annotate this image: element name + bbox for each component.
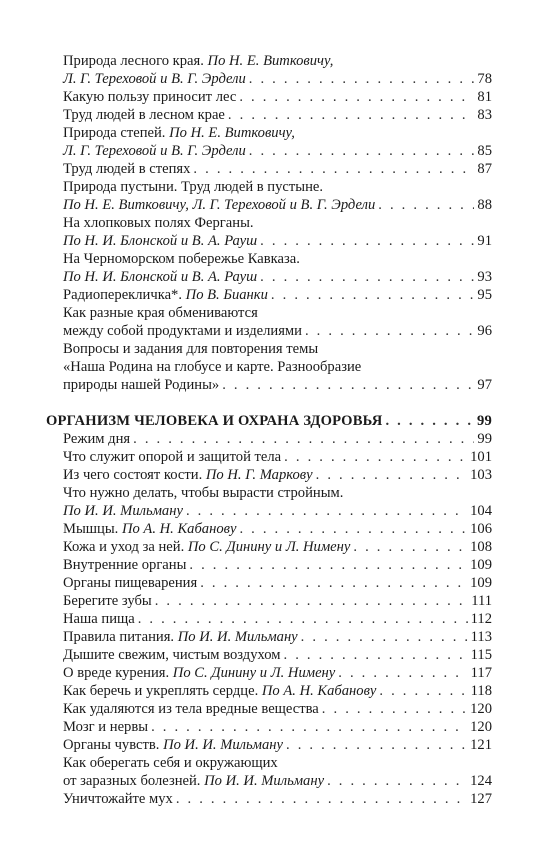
toc-page-number: 111 — [471, 593, 492, 609]
toc-entry — [0, 682, 536, 700]
toc-entry-title — [63, 70, 246, 88]
toc-entry-title — [63, 322, 302, 340]
dot-leader — [284, 646, 468, 664]
toc-entry-author: По А. Н. Кабанову — [121, 521, 237, 537]
dot-leader — [189, 556, 467, 574]
toc-entry-text: между собой продуктами и изделиями — [63, 323, 302, 339]
toc-entry-text: Вопросы и задания для повторения темы — [63, 341, 319, 357]
toc-entry — [0, 160, 536, 178]
dot-leader — [138, 610, 468, 628]
dot-leader — [222, 376, 474, 394]
toc-page-number: 112 — [470, 611, 492, 627]
toc-entry — [0, 538, 536, 556]
toc-page-number: 103 — [470, 467, 492, 483]
dot-leader — [271, 286, 474, 304]
toc-entry-author: Л. Г. Тереховой и В. Г. Эрдели — [63, 71, 246, 87]
toc-entry — [0, 592, 536, 610]
toc-entry-text: природы нашей Родины» — [63, 377, 220, 393]
toc-page-number: 83 — [477, 107, 492, 123]
toc-entry — [0, 70, 536, 88]
dot-leader — [316, 466, 467, 484]
toc-entry-author: По Н. И. Блонской и В. А. Рауш — [63, 269, 258, 285]
toc-page-number: 81 — [477, 89, 492, 105]
toc-entry-title — [63, 52, 333, 70]
toc-entry-author: По Н. Е. Витковичу, — [169, 125, 295, 141]
dot-leader — [301, 628, 468, 646]
toc-entry — [0, 718, 536, 736]
toc-entry-title — [63, 268, 257, 286]
toc-entry-text: Из чего состоят кости. — [63, 467, 206, 483]
toc-entry-title — [63, 304, 258, 322]
toc-page-number: 99 — [477, 413, 492, 429]
dot-leader — [193, 160, 474, 178]
toc-entry-author: По Н. И. Блонской и В. А. Рауш — [63, 233, 258, 249]
toc-entry-text: Берегите зубы — [63, 593, 152, 609]
toc-entry-text: Органы пищеварения — [63, 575, 198, 591]
toc-entry-text: Кожа и уход за ней. — [63, 539, 188, 555]
toc-page-number: 117 — [470, 665, 492, 681]
dot-leader — [284, 448, 467, 466]
toc-entry-author: По Н. Е. Витковичу, Л. Г. Тереховой и В. Г. Эрдели — [63, 197, 376, 213]
toc-entry — [0, 628, 536, 646]
toc-page-number: 96 — [477, 323, 492, 339]
toc-entry-text: Дышите свежим, чистым воздухом — [63, 647, 281, 663]
toc-entry — [0, 250, 536, 268]
toc-entry-title — [63, 214, 254, 232]
toc-entry-title — [63, 502, 183, 520]
toc-entry — [0, 502, 536, 520]
toc-entry-title — [63, 466, 313, 484]
toc-entry-title — [63, 664, 335, 682]
toc-page-number: 85 — [477, 143, 492, 159]
toc-entry-title — [63, 196, 375, 214]
toc-entry — [0, 232, 536, 250]
toc-entry-title — [63, 286, 268, 304]
toc-entry-title — [63, 250, 300, 268]
toc-page-number: 106 — [470, 521, 492, 537]
toc-page-number: 87 — [477, 161, 492, 177]
toc-entry — [0, 646, 536, 664]
toc-entry-title — [63, 178, 323, 196]
toc-page-number: 95 — [477, 287, 492, 303]
toc-entry-title — [63, 736, 283, 754]
toc-entry-text: «Наша Родина на глобусе и карте. Разнообразие — [63, 359, 362, 375]
toc-entry-title — [63, 592, 152, 610]
toc-entry — [0, 754, 536, 772]
dot-leader — [338, 664, 467, 682]
toc-entry — [0, 448, 536, 466]
toc-entry-text: ОРГАНИЗМ ЧЕЛОВЕКА И ОХРАНА ЗДОРОВЬЯ — [46, 413, 383, 429]
toc-page-number: 93 — [477, 269, 492, 285]
toc-entry — [0, 772, 536, 790]
toc-page-number: 97 — [477, 377, 492, 393]
toc-entry — [0, 790, 536, 808]
toc-entry-title — [63, 340, 318, 358]
toc-entry-text: Правила питания. — [63, 629, 178, 645]
toc-page-number: 101 — [470, 449, 492, 465]
toc-entry-text: На хлопковых полях Ферганы. — [63, 215, 254, 231]
dot-leader — [186, 502, 467, 520]
toc-entry-text: Радиоперекличка*. — [63, 287, 186, 303]
toc-entry — [0, 142, 536, 160]
toc-entry-text: Что нужно делать, чтобы вырасти стройным. — [63, 485, 344, 501]
toc-entry-text: Как беречь и укреплять сердце. — [63, 683, 262, 699]
toc-page-number: 109 — [470, 575, 492, 591]
dot-leader — [200, 574, 467, 592]
toc-entry-title — [63, 646, 281, 664]
toc-entry-author: Л. Г. Тереховой и В. Г. Эрдели — [63, 143, 246, 159]
dot-leader — [305, 322, 474, 340]
toc-entry-author: По Н. Е. Витковичу, — [207, 53, 334, 69]
toc-entry — [0, 358, 536, 376]
dot-leader — [385, 412, 474, 430]
dot-leader — [322, 700, 467, 718]
toc-entry-title — [63, 430, 130, 448]
toc-page-number: 78 — [477, 71, 492, 87]
dot-leader — [239, 520, 467, 538]
toc-entry — [0, 700, 536, 718]
toc-entry-text: от заразных болезней. — [63, 773, 205, 789]
dot-leader — [249, 142, 475, 160]
toc-entry-text: Мозг и нервы — [63, 719, 149, 735]
toc-entry-text: Природа пустыни. Труд людей в пустыне. — [63, 179, 324, 195]
toc-entry — [0, 124, 536, 142]
toc-entry-author: По И. И. Мильману — [177, 629, 298, 645]
toc-entry — [0, 664, 536, 682]
toc-entry-title — [63, 448, 281, 466]
toc-entry-author: По Н. Г. Маркову — [205, 467, 313, 483]
toc-entry — [0, 376, 536, 394]
toc-page-number: 91 — [477, 233, 492, 249]
toc-entry-title — [63, 358, 361, 376]
toc-page-number: 118 — [470, 683, 492, 699]
toc-entry — [0, 340, 536, 358]
toc-page-number: 121 — [470, 737, 492, 753]
toc-entry-text: Как удаляются из тела вредные вещества — [63, 701, 319, 717]
toc-entry — [0, 214, 536, 232]
toc-entry-title — [63, 124, 295, 142]
toc-page-number: 88 — [477, 197, 492, 213]
section-spacer — [0, 394, 536, 412]
toc-entry — [0, 52, 536, 70]
toc-entry-text: Мышцы. — [63, 521, 122, 537]
toc-entry — [0, 520, 536, 538]
dot-leader — [260, 232, 474, 250]
toc-entry-title — [63, 628, 298, 646]
toc-entry-author: По И. И. Мильману — [204, 773, 325, 789]
toc-entry-title — [63, 574, 197, 592]
toc-entry-author: По С. Динину и Л. Нимену — [187, 539, 351, 555]
dot-leader — [286, 736, 467, 754]
toc-entry-title — [63, 538, 350, 556]
toc-entry-title — [63, 772, 324, 790]
toc-entry-title — [63, 160, 190, 178]
dot-leader — [239, 88, 474, 106]
toc-entry-author: По С. Динину и Л. Нимену — [172, 665, 336, 681]
toc-entry — [0, 484, 536, 502]
toc-entry-title — [63, 754, 278, 772]
toc-entry-author: По В. Бианки — [185, 287, 268, 303]
toc-entry-text: О вреде курения. — [63, 665, 173, 681]
dot-leader — [379, 682, 467, 700]
toc-entry — [0, 178, 536, 196]
toc-entry-text: Как разные края обмениваются — [63, 305, 258, 321]
toc-entry — [0, 196, 536, 214]
toc-entry-title — [63, 700, 319, 718]
toc-section-heading — [0, 412, 536, 430]
toc-entry — [0, 322, 536, 340]
toc-entry-text: Природа степей. — [63, 125, 170, 141]
toc-entry-author: По И. И. Мильману — [63, 503, 183, 519]
dot-leader — [228, 106, 474, 124]
toc-entry — [0, 466, 536, 484]
toc-entry-title — [63, 142, 246, 160]
toc-page-number: 115 — [470, 647, 492, 663]
toc-page-number: 113 — [470, 629, 492, 645]
toc-entry-title — [63, 682, 376, 700]
toc-entry — [0, 736, 536, 754]
toc-entry-text: Что служит опорой и защитой тела — [63, 449, 282, 465]
toc-entry-title — [63, 106, 225, 124]
dot-leader — [260, 268, 474, 286]
toc-page-number: 108 — [470, 539, 492, 555]
toc-page-number: 120 — [470, 719, 492, 735]
toc-entry — [0, 304, 536, 322]
table-of-contents — [0, 52, 536, 808]
toc-entry — [0, 88, 536, 106]
toc-entry-text: Наша пища — [63, 611, 135, 627]
toc-entry — [0, 556, 536, 574]
dot-leader — [151, 718, 467, 736]
dot-leader — [155, 592, 468, 610]
toc-page-number: 109 — [470, 557, 492, 573]
toc-entry-title — [63, 556, 186, 574]
toc-page-number: 104 — [470, 503, 492, 519]
toc-entry-title — [63, 484, 343, 502]
toc-page-number: 124 — [470, 773, 492, 789]
toc-entry-text: Природа лесного края. — [63, 53, 208, 69]
toc-entry-author: По И. И. Мильману — [163, 737, 284, 753]
toc-entry-text: Уничтожайте мух — [63, 791, 173, 807]
toc-entry — [0, 430, 536, 448]
toc-entry-title — [63, 520, 236, 538]
dot-leader — [327, 772, 467, 790]
toc-entry-title — [46, 412, 382, 430]
dot-leader — [133, 430, 474, 448]
dot-leader — [353, 538, 467, 556]
toc-entry-title — [63, 232, 257, 250]
toc-entry-text: Труд людей в лесном крае — [63, 107, 225, 123]
toc-entry-title — [63, 610, 135, 628]
toc-entry-title — [63, 376, 219, 394]
toc-page-number: 120 — [470, 701, 492, 717]
toc-entry — [0, 286, 536, 304]
toc-entry — [0, 610, 536, 628]
dot-leader — [176, 790, 467, 808]
toc-entry-title — [63, 718, 148, 736]
toc-entry-text: Какую пользу приносит лес — [63, 89, 237, 105]
toc-page-number: 127 — [470, 791, 492, 807]
toc-entry-text: На Черноморском побережье Кавказа. — [63, 251, 300, 267]
toc-entry-text: Органы чувств. — [63, 737, 164, 753]
toc-page-number: 99 — [477, 431, 492, 447]
dot-leader — [378, 196, 474, 214]
toc-entry-text: Внутренние органы — [63, 557, 187, 573]
toc-entry-text: Режим дня — [63, 431, 131, 447]
toc-entry-title — [63, 790, 173, 808]
toc-entry — [0, 574, 536, 592]
toc-entry — [0, 268, 536, 286]
toc-entry-text: Труд людей в степях — [63, 161, 191, 177]
toc-entry — [0, 106, 536, 124]
toc-entry-text: Как оберегать себя и окружающих — [63, 755, 278, 771]
toc-entry-author: По А. Н. Кабанову — [261, 683, 377, 699]
dot-leader — [249, 70, 475, 88]
toc-entry-title — [63, 88, 236, 106]
